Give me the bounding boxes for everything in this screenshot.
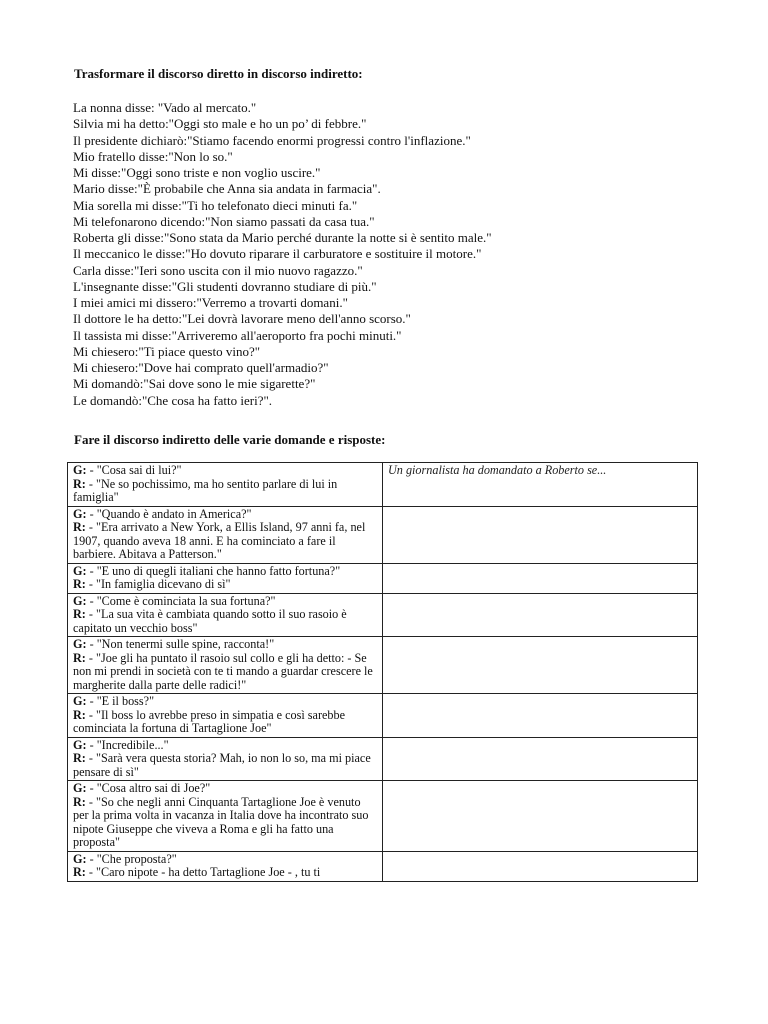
question-text: - "E uno di quegli italiani che hanno fatto fortuna?" <box>86 563 341 578</box>
answer-text: - "Era arrivato a New York, a Ellis Island, 97 anni fa, nel 1907, quando aveva 18 anni. E ha cominciato a fare il barbiere. Abitava a Patterson." <box>73 520 366 561</box>
table-row <box>68 694 698 738</box>
speaker-label-r: R: <box>73 751 86 765</box>
answer-text: - "Ne so pochissimo, ma ho sentito parlare di lui in famiglia" <box>73 476 338 504</box>
question-line <box>73 464 378 478</box>
answer-text: - "In famiglia dicevano di sì" <box>85 577 231 591</box>
answer-text: - "So che negli anni Cinquanta Tartaglione Joe è venuto per la prima volta in vacanza in Italia dove ha incontrato suo nipote Giuseppe che viveva a Roma e gli ha fatto una proposta" <box>73 794 369 849</box>
question-text: - "Quando è andato in America?" <box>86 506 252 521</box>
question-line <box>73 695 378 709</box>
indirect-speech-cell[interactable] <box>383 737 698 781</box>
exercise-sentence: Silvia mi ha detto:"Oggi sto male e ho un po’ di febbre." <box>73 116 367 132</box>
question-text: - "Incredibile..." <box>86 737 169 752</box>
speaker-label-g: G: <box>73 506 87 521</box>
dialogue-cell <box>68 851 383 881</box>
answer-line <box>73 652 378 693</box>
speaker-label-r: R: <box>73 865 86 879</box>
speaker-label-g: G: <box>73 851 87 866</box>
dialogue-cell <box>68 637 383 694</box>
indirect-speech-cell[interactable] <box>383 506 698 563</box>
dialogue-table <box>67 462 698 882</box>
indirect-speech-cell[interactable] <box>383 637 698 694</box>
speaker-label-g: G: <box>73 781 87 795</box>
speaker-label-g: G: <box>73 593 87 608</box>
exercise-sentence: L'insegnante disse:"Gli studenti dovranno studiare di più." <box>73 278 377 294</box>
indirect-speech-cell[interactable] <box>383 563 698 593</box>
question-text: - "Che proposta?" <box>86 851 177 866</box>
question-text: - "Non tenermi sulle spine, racconta!" <box>86 637 275 651</box>
answer-line <box>73 578 378 592</box>
table-row <box>68 463 698 507</box>
speaker-label-r: R: <box>73 577 86 591</box>
answer-line <box>73 478 378 505</box>
table-row <box>68 781 698 852</box>
dialogue-cell <box>68 463 383 507</box>
indirect-speech-cell[interactable]: Un giornalista ha domandato a Roberto se... <box>383 463 698 507</box>
question-text: - "Cosa altro sai di Joe?" <box>86 781 211 795</box>
exercise-sentence: Mi domandò:"Sai dove sono le mie sigarette?" <box>73 376 316 392</box>
indirect-speech-cell[interactable] <box>383 694 698 738</box>
dialogue-cell <box>68 563 383 593</box>
exercise-sentence: Il tassista mi disse:"Arriveremo all'aeroporto fra pochi minuti." <box>73 327 402 343</box>
dialogue-cell <box>68 506 383 563</box>
exercise-sentence: I miei amici mi dissero:"Verremo a trovarti domani." <box>73 295 348 310</box>
speaker-label-g: G: <box>73 563 87 578</box>
exercise-sentence: Il presidente dichiarò:"Stiamo facendo enormi progressi contro l'inflazione." <box>73 132 471 148</box>
exercise-sentence: Mia sorella mi disse:"Ti ho telefonato dieci minuti fa." <box>73 197 358 213</box>
table-row <box>68 506 698 563</box>
exercise-sentence: Il dottore le ha detto:"Lei dovrà lavorare meno dell'anno scorso." <box>73 311 411 327</box>
question-text: - "E il boss?" <box>86 694 155 708</box>
question-line <box>73 739 378 753</box>
question-line <box>73 565 378 579</box>
table-row <box>68 637 698 694</box>
answer-text: - "Il boss lo avrebbe preso in simpatia e così sarebbe cominciata la fortuna di Tartaglione Joe" <box>73 707 346 735</box>
exercise-sentence: Mario disse:"È probabile che Anna sia andata in farmacia". <box>73 181 381 197</box>
indirect-speech-cell[interactable] <box>383 781 698 852</box>
answer-text: - "Caro nipote - ha detto Tartaglione Joe - , tu ti <box>85 865 321 879</box>
section-1-heading: Trasformare il discorso diretto in discorso indiretto: <box>74 66 363 81</box>
speaker-label-g: G: <box>73 463 87 477</box>
indirect-speech-cell[interactable] <box>383 851 698 881</box>
question-text: - "Cosa sai di lui?" <box>86 463 182 477</box>
exercise-sentence: Roberta gli disse:"Sono stata da Mario perché durante la notte si è sentito male." <box>73 230 492 245</box>
exercise-sentence: Mi telefonarono dicendo:"Non siamo passati da casa tua." <box>73 213 375 229</box>
exercise-sentence: Il meccanico le disse:"Ho dovuto riparare il carburatore e sostituire il motore." <box>73 246 482 262</box>
dialogue-cell <box>68 781 383 852</box>
question-line <box>73 508 378 522</box>
answer-line <box>73 866 378 880</box>
answer-line <box>73 752 378 779</box>
exercise-sentence: Mi chiesero:"Dove hai comprato quell'armadio?" <box>73 360 329 375</box>
section-2-heading: Fare il discorso indiretto delle varie domande e risposte: <box>74 432 386 447</box>
answer-line <box>73 521 378 562</box>
answer-text: - "Joe gli ha puntato il rasoio sul collo e gli ha detto: - Se non mi prendi in società con te ti mando a guardar crescere le margherite dalla parte delle radici!" <box>73 650 373 692</box>
speaker-label-r: R: <box>73 520 86 534</box>
question-line <box>73 853 378 867</box>
speaker-label-r: R: <box>73 794 86 809</box>
answer-line <box>73 796 378 850</box>
exercise-sentence: Mi chiesero:"Ti piace questo vino?" <box>73 343 261 359</box>
answer-text: - "Sarà vera questa storia? Mah, io non lo so, ma mi piace pensare di sì" <box>73 751 371 779</box>
exercise-sentence: Carla disse:"Ieri sono uscita con il mio nuovo ragazzo." <box>73 262 363 278</box>
table-row <box>68 737 698 781</box>
exercise-sentence: La nonna disse: "Vado al mercato." <box>73 100 257 115</box>
question-line <box>73 638 378 652</box>
speaker-label-r: R: <box>73 650 86 665</box>
dialogue-cell <box>68 694 383 738</box>
answer-line <box>73 709 378 736</box>
exercise-sentence: Mi disse:"Oggi sono triste e non voglio uscire." <box>73 165 321 180</box>
question-text: - "Come è cominciata la sua fortuna?" <box>86 593 276 608</box>
answer-text: - "La sua vita è cambiata quando sotto il suo rasoio è capitato un vecchio boss" <box>73 607 347 635</box>
speaker-label-r: R: <box>73 476 86 491</box>
answer-line <box>73 608 378 635</box>
dialogue-cell <box>68 737 383 781</box>
table-row <box>68 851 698 881</box>
speaker-label-g: G: <box>73 737 87 752</box>
speaker-label-r: R: <box>73 607 86 621</box>
dialogue-cell <box>68 593 383 637</box>
indirect-speech-cell[interactable] <box>383 593 698 637</box>
speaker-label-g: G: <box>73 637 87 651</box>
table-row <box>68 563 698 593</box>
table-row <box>68 593 698 637</box>
exercise-sentence: Mio fratello disse:"Non lo so." <box>73 148 233 164</box>
speaker-label-g: G: <box>73 694 87 708</box>
exercise-sentence: Le domandò:"Che cosa ha fatto ieri?". <box>73 392 273 408</box>
question-line <box>73 595 378 609</box>
speaker-label-r: R: <box>73 707 86 722</box>
sentence-list <box>73 100 693 409</box>
question-line <box>73 782 378 796</box>
